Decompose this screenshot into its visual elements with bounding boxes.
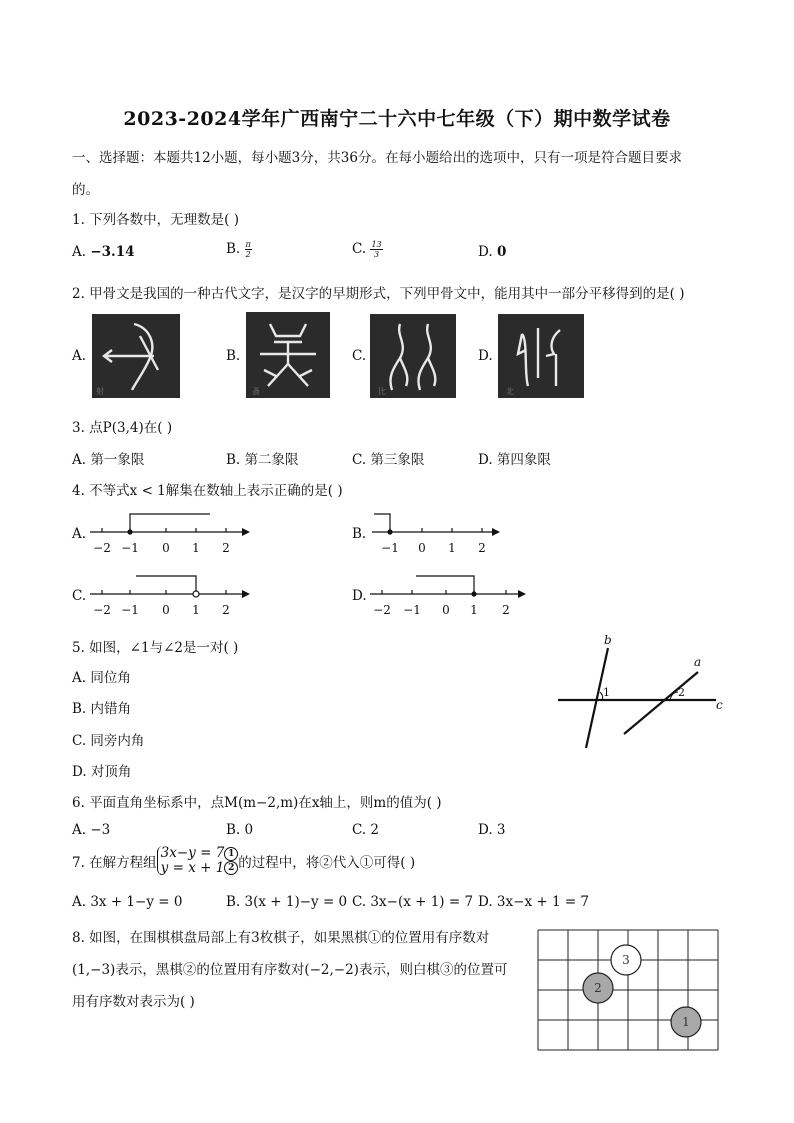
q4-a-tick-4: 2 [222,541,230,555]
q1-option-a[interactable] [72,244,135,260]
q7-equation-1: 3x−y = 7 [160,845,225,861]
q4-b-tick-4: 2 [478,541,486,555]
q4-option-d-label[interactable]: D. [352,588,367,604]
q5-angle-2: 2 [678,686,685,699]
q8-go-board-figure [536,928,720,1052]
oracle-glyph-bei-image [498,314,584,398]
q4-c-tick-0: −2 [93,603,111,617]
q4-a-tick-1: −1 [121,541,139,555]
q1-option-a-label: A. [72,244,87,260]
q6-stem: 6. 平面直角坐标系中，点M(m−2,m)在x轴上，则m的值为( ) [72,795,442,811]
q2-option-a-label[interactable]: A. [72,348,87,364]
q4-number-line-a [86,508,256,558]
q4-number-line-d [366,570,536,620]
q5-angle-figure [552,630,732,754]
oracle-glyph-she-image [92,314,180,398]
q1-option-b-label: B. [226,241,241,257]
q5-label-c: c [716,698,723,712]
q7-option-c[interactable]: C. 3x−(x + 1) = 7 [352,894,474,910]
q8-stone-3-label: 3 [622,953,630,967]
q1-option-c[interactable] [352,240,383,259]
q2-option-b-label[interactable]: B. [226,348,241,364]
q4-b-tick-3: 1 [448,541,456,555]
oracle-glyph-bi-image [370,314,456,398]
q5-option-c[interactable]: C. 同旁内角 [72,733,145,749]
q7-eq1-marker: 1 [224,847,238,861]
q4-stem: 4. 不等式x < 1解集在数轴上表示正确的是( ) [72,483,343,499]
q1-option-a-text: −3.14 [90,244,135,260]
q3-stem: 3. 点P(3,4)在( ) [72,420,173,436]
q1-option-c-fraction [370,240,382,259]
q4-b-tick-1: −1 [381,541,399,555]
section-instructions-line2: 的。 [72,182,99,198]
oracle-glyph-sao-image [246,312,330,398]
page-title: 2023-2024学年广西南宁二十六中七年级（下）期中数学试卷 [123,108,671,130]
q8-line3: 用有序数对表示为( ) [72,994,195,1010]
q5-option-d[interactable]: D. 对顶角 [72,764,132,780]
q2-option-d-label[interactable]: D. [478,348,493,364]
q2-c-caption: 比 [378,387,386,396]
q4-c-tick-3: 1 [192,603,200,617]
q4-a-tick-3: 1 [192,541,200,555]
q2-stem: 2. 甲骨文是我国的一种古代文字，是汉字的早期形式，下列甲骨文中，能用其中一部分平移得到的是( ) [72,286,685,302]
q4-option-a-label[interactable]: A. [72,526,87,542]
q7-equation-system [157,846,239,875]
q6-option-c[interactable]: C. 2 [352,822,380,838]
q3-option-a[interactable]: A. 第一象限 [72,452,145,468]
q5-option-a[interactable]: A. 同位角 [72,670,131,686]
q1-b-numerator: π [245,240,251,249]
q4-number-line-b [366,508,516,558]
q4-number-line-c [86,570,256,620]
q5-label-a: a [694,655,702,669]
q7-stem-post: 的过程中，将②代入①可得( ) [238,854,416,871]
q7-stem [72,846,415,875]
q1-option-d[interactable] [478,244,506,260]
q4-b-tick-2: 0 [418,541,426,555]
q3-option-d[interactable]: D. 第四象限 [478,452,551,468]
q4-a-tick-2: 0 [162,541,170,555]
q7-stem-pre: 7. 在解方程组 [72,854,157,871]
q7-eq2-marker: 2 [224,861,238,875]
q8-stone-2-label: 2 [594,981,602,995]
q6-option-d[interactable]: D. 3 [478,822,506,838]
q4-d-tick-3: 1 [470,603,478,617]
q6-option-b[interactable]: B. 0 [226,822,254,838]
q7-equation-2: y = x + 1 [160,859,225,876]
q5-option-b[interactable]: B. 内错角 [72,701,132,717]
q4-d-tick-2: 0 [442,603,450,617]
q4-option-c-label[interactable]: C. [72,588,87,604]
q7-option-a[interactable]: A. 3x + 1−y = 0 [72,894,183,910]
q1-c-denominator: 3 [373,250,380,259]
q4-option-b-label[interactable]: B. [352,526,367,542]
q5-stem: 5. 如图，∠1与∠2是一对( ) [72,640,239,656]
q1-option-d-label: D. [478,244,493,260]
q3-option-b[interactable]: B. 第二象限 [226,452,299,468]
q1-option-d-text: 0 [496,244,507,260]
q8-stone-1-label: 1 [682,1015,690,1029]
q1-option-b[interactable] [226,240,252,259]
q7-option-b[interactable]: B. 3(x + 1)−y = 0 [226,894,348,910]
q1-c-numerator: 13 [371,240,382,249]
q7-option-d[interactable]: D. 3x−x + 1 = 7 [478,894,590,910]
q2-d-caption: 北 [506,387,514,396]
q5-label-b: b [604,633,612,647]
q4-c-tick-1: −1 [121,603,139,617]
q4-d-tick-0: −2 [373,603,391,617]
q4-c-tick-2: 0 [162,603,170,617]
q1-option-b-fraction [245,240,252,259]
q6-option-a[interactable]: A. −3 [72,822,111,838]
q2-option-c-label[interactable]: C. [352,348,367,364]
q4-c-tick-4: 2 [222,603,230,617]
q4-d-tick-1: −1 [403,603,421,617]
q2-a-caption: 射 [96,387,104,396]
q1-b-denominator: 2 [245,250,251,259]
q1-stem: 1. 下列各数中，无理数是( ) [72,212,239,228]
section-instructions-line1: 一、选择题：本题共12小题，每小题3分，共36分。在每小题给出的选项中，只有一项是符合题目要求 [72,150,682,166]
q8-line1: 8. 如图，在围棋棋盘局部上有3枚棋子，如果黑棋①的位置用有序数对 [72,930,490,946]
q4-d-tick-4: 2 [502,603,510,617]
q1-option-c-label: C. [352,241,367,257]
q8-line2: (1,−3)表示，黑棋②的位置用有序数对(−2,−2)表示，则白棋③的位置可 [72,962,508,978]
q3-option-c[interactable]: C. 第三象限 [352,452,425,468]
q5-angle-1: 1 [603,686,610,699]
q4-a-tick-0: −2 [93,541,111,555]
q2-b-caption: 蚤 [252,387,260,396]
